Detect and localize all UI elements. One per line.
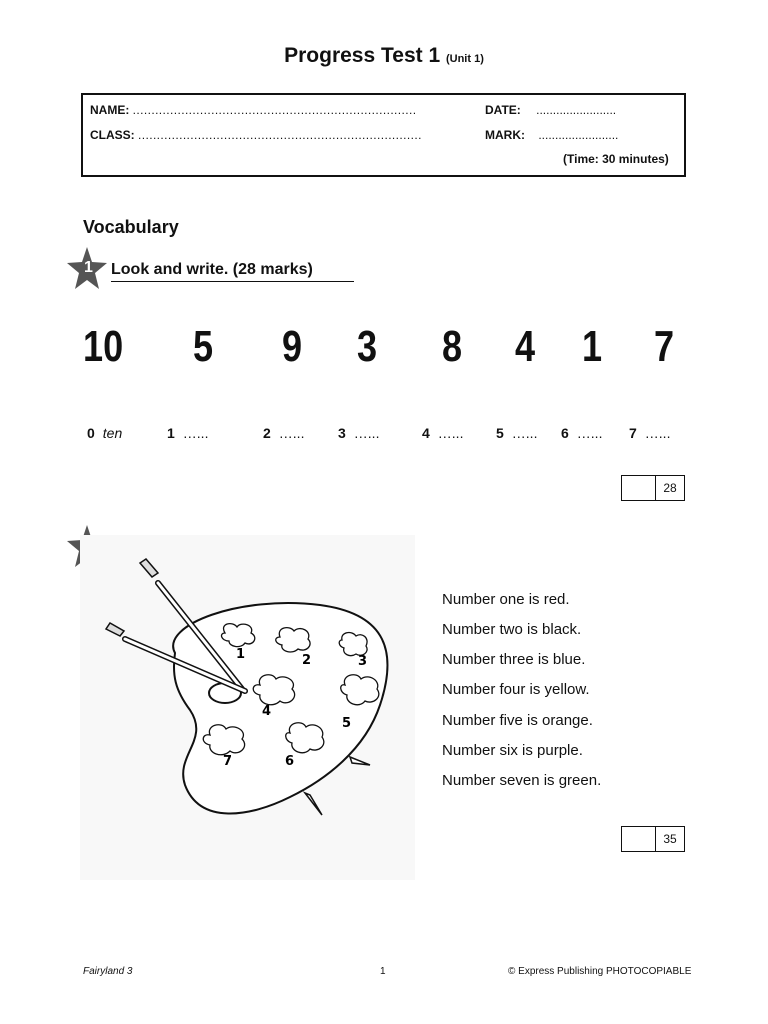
colour-instruction: Number six is purple. xyxy=(442,742,583,759)
title-sub: (Unit 1) xyxy=(445,53,484,65)
big-number: 7 xyxy=(654,322,675,371)
score-total: 28 xyxy=(663,481,677,495)
big-number: 9 xyxy=(282,322,303,371)
section-heading: Vocabulary xyxy=(83,217,179,237)
class-dots: ............................................................................ xyxy=(138,128,422,142)
score-box[interactable] xyxy=(621,826,685,852)
score-box[interactable] xyxy=(621,475,685,501)
colour-instruction: Number one is red. xyxy=(442,591,570,608)
colour-instruction: Number two is black. xyxy=(442,621,582,638)
mark-label: MARK: xyxy=(485,128,525,142)
page-number: 1 xyxy=(380,966,386,977)
footer-copyright: © Express Publishing PHOTOCOPIABLE xyxy=(508,966,692,977)
answer-blank[interactable]: 2 …... xyxy=(263,425,305,441)
answer-blank[interactable]: 3 …... xyxy=(338,425,380,441)
mark-dots: ........................ xyxy=(538,128,619,142)
answer-blank[interactable]: 7 …... xyxy=(629,425,671,441)
colour-instruction: Number seven is green. xyxy=(442,772,602,789)
big-number: 4 xyxy=(515,322,536,371)
big-number: 3 xyxy=(357,322,378,371)
big-number: 1 xyxy=(582,322,603,371)
mark-field[interactable] xyxy=(485,128,618,142)
footer-book-title: Fairyland 3 xyxy=(83,966,133,977)
colour-instruction: Number three is blue. xyxy=(442,651,586,668)
score-input[interactable] xyxy=(622,827,656,851)
palette-label: 2 xyxy=(302,653,312,668)
palette-label: 4 xyxy=(262,704,272,719)
score-total: 35 xyxy=(663,832,677,846)
class-label: CLASS: xyxy=(90,128,135,142)
score-input[interactable] xyxy=(622,476,656,500)
answer-example: 0 ten xyxy=(87,425,123,441)
answer-blank[interactable]: 5 …... xyxy=(496,425,538,441)
name-label: NAME: xyxy=(90,103,130,117)
colour-instruction: Number five is orange. xyxy=(442,712,593,729)
palette-label: 1 xyxy=(236,647,246,662)
page-title xyxy=(0,44,768,68)
answer-blank[interactable]: 6 …... xyxy=(561,425,603,441)
palette-label: 3 xyxy=(358,654,368,669)
exercise1-title: Look and write. (28 marks) xyxy=(111,261,354,282)
answer-blank[interactable]: 4 …... xyxy=(422,425,464,441)
exercise1-number: 1 xyxy=(84,259,93,276)
title-main: Progress Test 1 xyxy=(284,44,441,67)
name-field[interactable] xyxy=(90,103,416,117)
palette-drawing xyxy=(80,535,415,880)
palette-label: 6 xyxy=(285,754,295,769)
big-number: 5 xyxy=(193,322,214,371)
date-label: DATE: xyxy=(485,103,521,117)
date-dots: ........................ xyxy=(536,103,617,117)
name-dots: ............................................................................ xyxy=(132,103,417,117)
palette-label: 7 xyxy=(223,754,233,769)
palette-label: 5 xyxy=(342,716,352,731)
colour-instruction: Number four is yellow. xyxy=(442,681,590,698)
time-limit: (Time: 30 minutes) xyxy=(563,152,669,166)
answer-blank[interactable]: 1 …... xyxy=(167,425,209,441)
big-number: 10 xyxy=(83,322,124,371)
class-field[interactable] xyxy=(90,128,422,142)
palette-illustration xyxy=(80,535,415,880)
date-field[interactable] xyxy=(485,103,616,117)
big-number: 8 xyxy=(442,322,463,371)
